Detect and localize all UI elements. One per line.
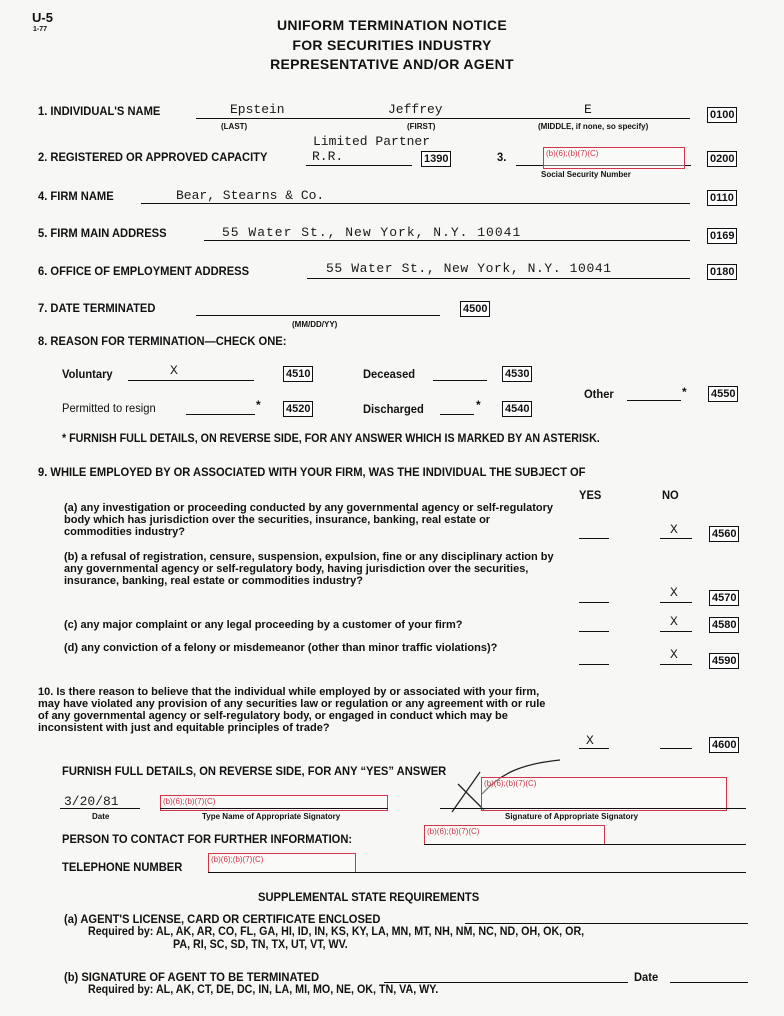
name-middle-caption: (MIDDLE, if none, so specify) — [538, 122, 649, 131]
signatory-signature-redaction: (b)(6);(b)(7)(C) — [481, 777, 727, 811]
supplemental-title: SUPPLEMENTAL STATE REQUIREMENTS — [258, 890, 480, 904]
signatory-name-caption: Type Name of Appropriate Signatory — [202, 812, 341, 821]
question-10: 10. Is there reason to believe that the individual while employed by or associated with your firm, may have violated any provision of any securities law or regulation or any agreement with or rule of any governmental agency or self-regulatory body, or engaged in conduct which may be inconsistent with just and equitable principles of trade? — [38, 686, 546, 734]
signatory-name-redaction: (b)(6);(b)(7)(C) — [160, 795, 388, 811]
question-9b: (b) a refusal of registration, censure, suspension, expulsion, fine or any disciplinary action by any governmental agency or self-regulatory body, having jurisdiction over the securities, insurance, banking, real estate or commodities industry? — [64, 551, 554, 587]
supplemental-b-states: Required by: AL, AK, CT, DE, DC, IN, LA, MI, MO, NE, OK, TN, VA, WY. — [88, 984, 439, 996]
code-box-4500: 4500 — [460, 301, 490, 317]
no-header: NO — [662, 488, 679, 502]
permitted-resign-label: Permitted to resign — [62, 401, 156, 415]
supplemental-b-label: (b) SIGNATURE OF AGENT TO BE TERMINATED — [64, 970, 320, 984]
item-3-label: 3. — [497, 150, 507, 164]
code-box-0100: 0100 — [707, 107, 737, 123]
question-9c-no-mark: X — [670, 614, 678, 629]
deceased-label: Deceased — [363, 367, 416, 381]
date-terminated-caption: (MM/DD/YY) — [292, 320, 338, 329]
code-box-4560: 4560 — [709, 526, 739, 542]
form-title-line-1: UNIFORM TERMINATION NOTICE — [277, 17, 507, 33]
name-middle-value: E — [584, 102, 592, 117]
question-9d: (d) any conviction of a felony or misdemeanor (other than minor traffic violations)? — [64, 642, 498, 654]
supplemental-b-date-label: Date — [634, 970, 659, 984]
code-box-4510: 4510 — [283, 366, 313, 382]
question-9b-no-mark: X — [670, 585, 678, 600]
code-box-4580: 4580 — [709, 617, 739, 633]
code-box-4550: 4550 — [708, 386, 738, 402]
office-address-label: 6. OFFICE OF EMPLOYMENT ADDRESS — [38, 264, 250, 278]
question-9a-no-mark: X — [670, 522, 678, 537]
code-box-1390: 1390 — [421, 151, 451, 167]
contact-person-label: PERSON TO CONTACT FOR FURTHER INFORMATION: — [62, 832, 353, 846]
question-10-yes-mark: X — [586, 733, 594, 748]
capacity-note: Limited Partner — [313, 134, 431, 149]
date-terminated-label: 7. DATE TERMINATED — [38, 301, 156, 315]
firm-main-address-value: 55 Water St., New York, N.Y. 10041 — [222, 225, 522, 240]
firm-main-address-label: 5. FIRM MAIN ADDRESS — [38, 226, 167, 240]
name-first-caption: (FIRST) — [407, 122, 436, 131]
question-9a: (a) any investigation or proceeding conducted by any governmental agency or self-regulatory body which has jurisdiction over the securities, insurance, banking, real estate or commodities industry? — [64, 502, 553, 538]
code-box-0180: 0180 — [707, 264, 737, 280]
discharged-label: Discharged — [363, 402, 424, 416]
voluntary-mark: X — [170, 363, 178, 378]
question-9c: (c) any major complaint or any legal proceeding by a customer of your firm? — [64, 619, 463, 631]
form-id: U-5 — [32, 10, 53, 25]
supplemental-a-label: (a) AGENT'S LICENSE, CARD OR CERTIFICATE ENCLOSED — [64, 912, 381, 926]
reason-termination-label: 8. REASON FOR TERMINATION—CHECK ONE: — [38, 334, 287, 348]
code-box-4540: 4540 — [502, 401, 532, 417]
other-asterisk: * — [682, 385, 687, 399]
supplemental-a-states: Required by: AL, AK, AR, CO, FL, GA, HI, ID, IN, KS, KY, LA, MN, MT, NH, NM, NC, ND, OH, OK, OR, — [88, 926, 585, 938]
discharged-asterisk: * — [476, 398, 481, 412]
registered-capacity-label: 2. REGISTERED OR APPROVED CAPACITY — [38, 150, 268, 164]
permitted-asterisk: * — [256, 398, 261, 412]
office-address-value: 55 Water St., New York, N.Y. 10041 — [326, 261, 612, 276]
name-first-value: Jeffrey — [388, 102, 443, 117]
code-box-4530: 4530 — [502, 366, 532, 382]
code-box-4520: 4520 — [283, 401, 313, 417]
signatory-signature-caption: Signature of Appropriate Signatory — [505, 812, 639, 821]
individual-name-label: 1. INDIVIDUAL'S NAME — [38, 104, 161, 118]
code-box-0110: 0110 — [707, 190, 737, 206]
name-last-value: Epstein — [230, 102, 285, 117]
voluntary-label: Voluntary — [62, 367, 113, 381]
contact-person-redaction: (b)(6);(b)(7)(C) — [424, 825, 605, 845]
item-9-heading: 9. WHILE EMPLOYED BY OR ASSOCIATED WITH YOUR FIRM, WAS THE INDIVIDUAL THE SUBJECT OF — [38, 465, 586, 479]
firm-name-value: Bear, Stearns & Co. — [176, 188, 325, 203]
code-box-4600: 4600 — [709, 737, 739, 753]
ssn-redaction: (b)(6);(b)(7)(C) — [543, 147, 685, 169]
supplemental-a-states-2: PA, RI, SC, SD, TN, TX, UT, VT, WV. — [173, 939, 348, 951]
signature-date-value: 3/20/81 — [64, 794, 119, 809]
code-box-4570: 4570 — [709, 590, 739, 606]
firm-name-label: 4. FIRM NAME — [38, 189, 114, 203]
code-box-4590: 4590 — [709, 653, 739, 669]
furnish-details-yes: FURNISH FULL DETAILS, ON REVERSE SIDE, FOR ANY “YES” ANSWER — [62, 764, 447, 778]
ssn-caption: Social Security Number — [541, 170, 631, 179]
form-revision: 1-77 — [33, 26, 48, 33]
yes-header: YES — [579, 488, 602, 502]
form-title-line-2: FOR SECURITIES INDUSTRY — [292, 37, 492, 53]
name-last-caption: (LAST) — [221, 122, 248, 131]
telephone-redaction: (b)(6);(b)(7)(C) — [208, 853, 356, 873]
asterisk-note: * FURNISH FULL DETAILS, ON REVERSE SIDE, FOR ANY ANSWER WHICH IS MARKED BY AN ASTERISK. — [62, 433, 600, 445]
question-9d-no-mark: X — [670, 647, 678, 662]
capacity-value: R.R. — [312, 149, 344, 164]
form-title-line-3: REPRESENTATIVE AND/OR AGENT — [270, 56, 514, 72]
telephone-label: TELEPHONE NUMBER — [62, 860, 183, 874]
code-box-0169: 0169 — [707, 228, 737, 244]
code-box-0200: 0200 — [707, 151, 737, 167]
other-label: Other — [584, 387, 614, 401]
signature-date-caption: Date — [92, 812, 110, 821]
